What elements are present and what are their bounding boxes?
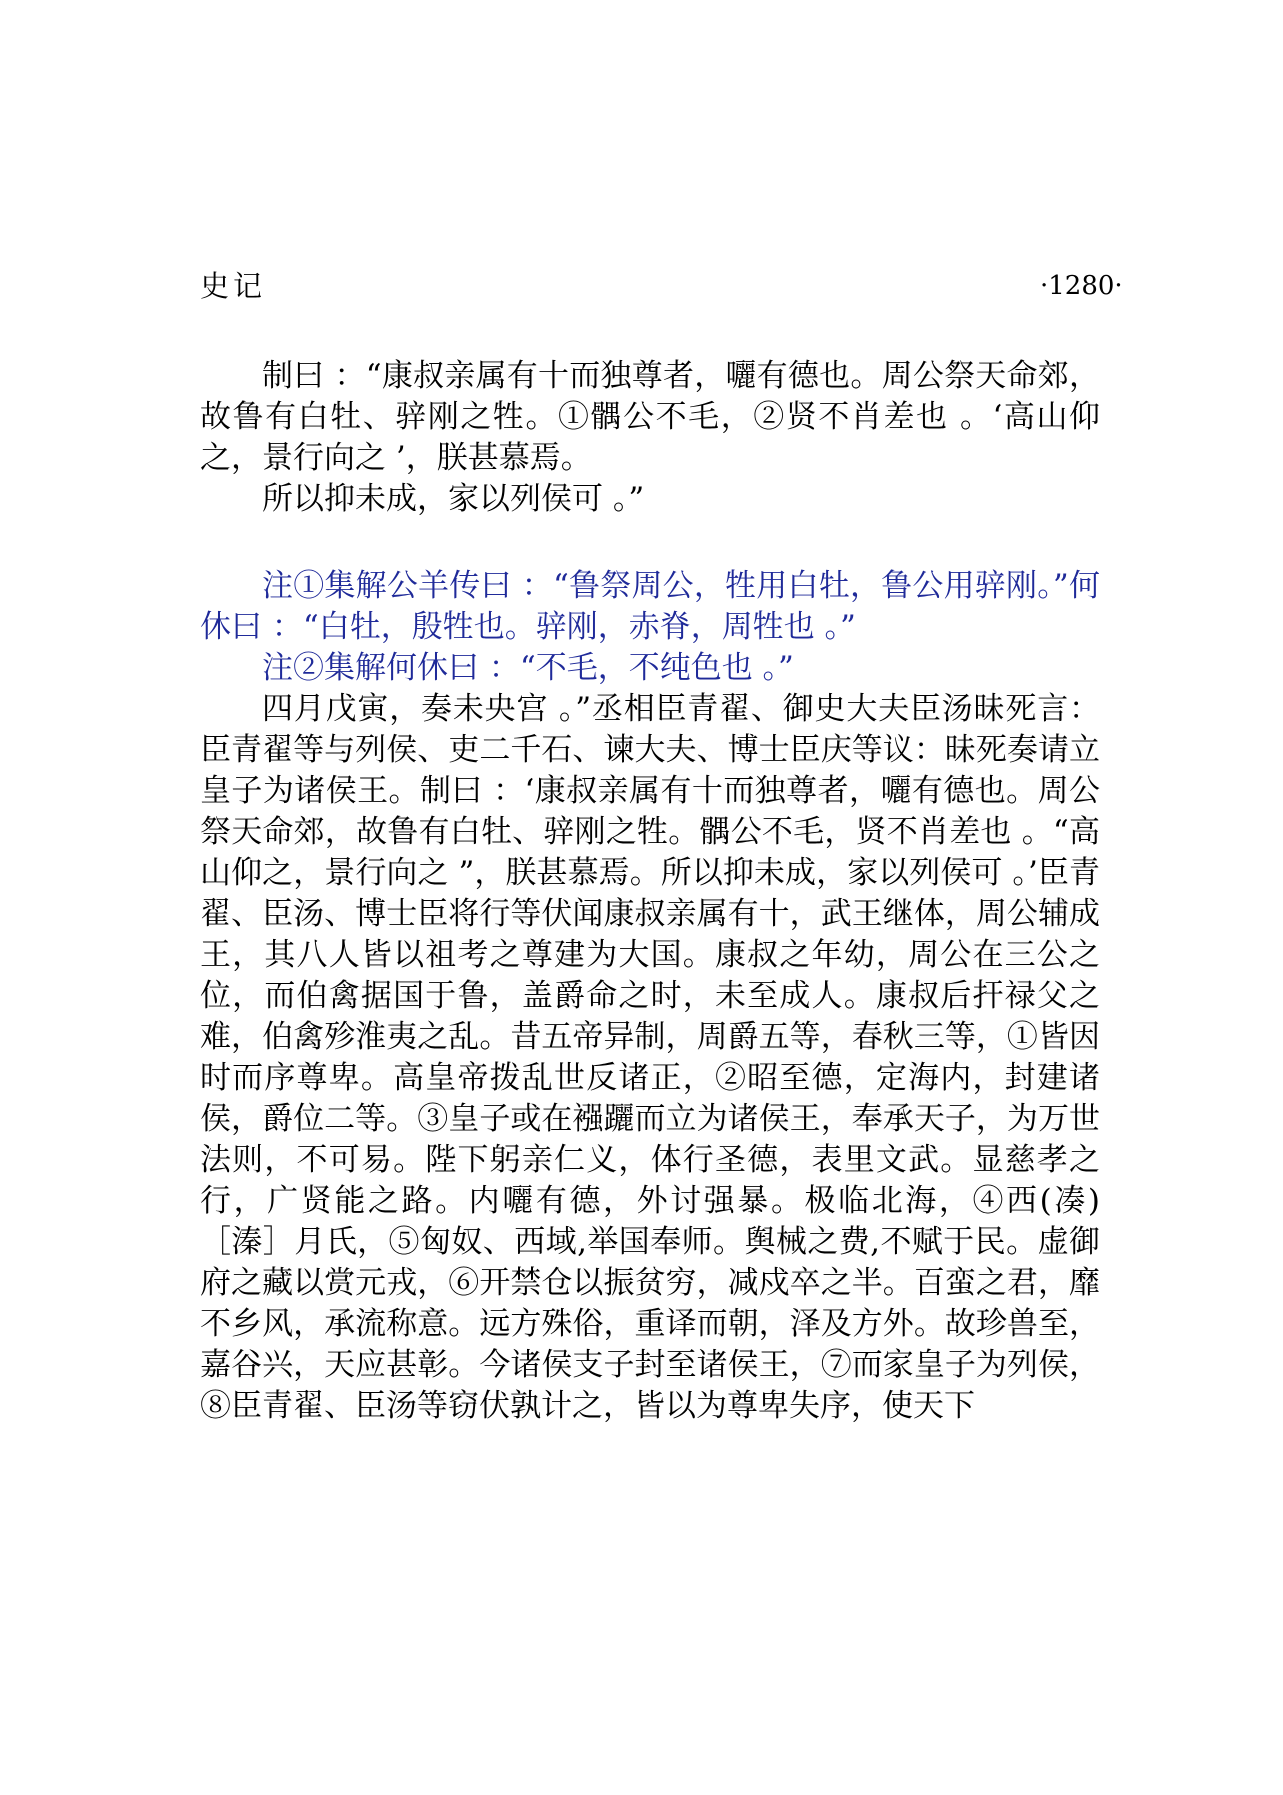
edict-paragraph: 制曰 ：“康叔亲属有十而独尊者，囇有德也。周公祭天命郊，故鲁有白牡、骍刚之牲。①髃公不毛，②贤不肖差也 。‘高山仰之，景行向之 ’，朕甚慕焉。 — [200, 358, 1100, 476]
edict-section — [200, 356, 1100, 520]
main-paragraph: 四月戊寅，奏未央宫 。”丞相臣青翟、御史大夫臣汤昧死言：臣青翟等与列侯、吏二千石、谏大夫、博士臣庆等议：昧死奏请立皇子为诸侯王。制曰 ：‘康叔亲属有十而独尊者，囇有德也。周公祭天命郊，故鲁有白牡、骍刚之牲。髃公不毛，贤不肖差也 。“高山仰之，景行向之 ”，朕甚慕焉。所以抑未成，家以列侯可 。’臣青翟、臣汤、博士臣将行等伏闻康叔亲属有十，武王继体，周公辅成王，其八人皆以祖考之尊建为大国。康叔之年幼，周公在三公之位，而伯禽据国于鲁，盖爵命之时，未至成人。康叔后扞禄父之难，伯禽殄淮夷之乱。昔五帝异制，周爵五等，春秋三等，①皆因时而序尊卑。高皇帝拨乱世反诸正，②昭至德，定海内，封建诸侯，爵位二等。③皇子或在襁躧而立为诸侯王，奉承天子，为万世法则，不可易。陛下躬亲仁义，体行圣德，表里文武。显慈孝之行，广贤能之路。内囇有德，外讨强暴。极临北海，④西(凑)［溱］月氏，⑤匈奴、西域,举国奉师。舆械之费,不赋于民。虚御府之藏以赏元戎，⑥开禁仓以振贫穷，减戍卒之半。百蛮之君，靡不乡风，承流称意。远方殊俗，重译而朝，泽及方外。故珍兽至，嘉谷兴，天应甚彰。今诸侯支子封至诸侯王，⑦而家皇子为列侯，⑧臣青翟、臣汤等窃伏孰计之，皆以为尊卑失序，使天下 — [200, 691, 1100, 1424]
main-text-section — [200, 689, 1100, 1427]
edict-paragraph: 所以抑未成，家以列侯可 。” — [262, 481, 645, 517]
book-title: 史记 — [200, 269, 267, 303]
notes-section — [200, 566, 1100, 689]
note-item: 注②集解何休曰 ：“不毛，不纯色也 。” — [262, 650, 794, 686]
note-item: 注①集解公羊传曰 ：“鲁祭周公，牲用白牡，鲁公用骍刚。”何休曰 ：“白牡，殷牲也。骍刚，赤脊，周牲也 。” — [200, 568, 1100, 645]
page-number: ·1280· — [1040, 271, 1123, 301]
